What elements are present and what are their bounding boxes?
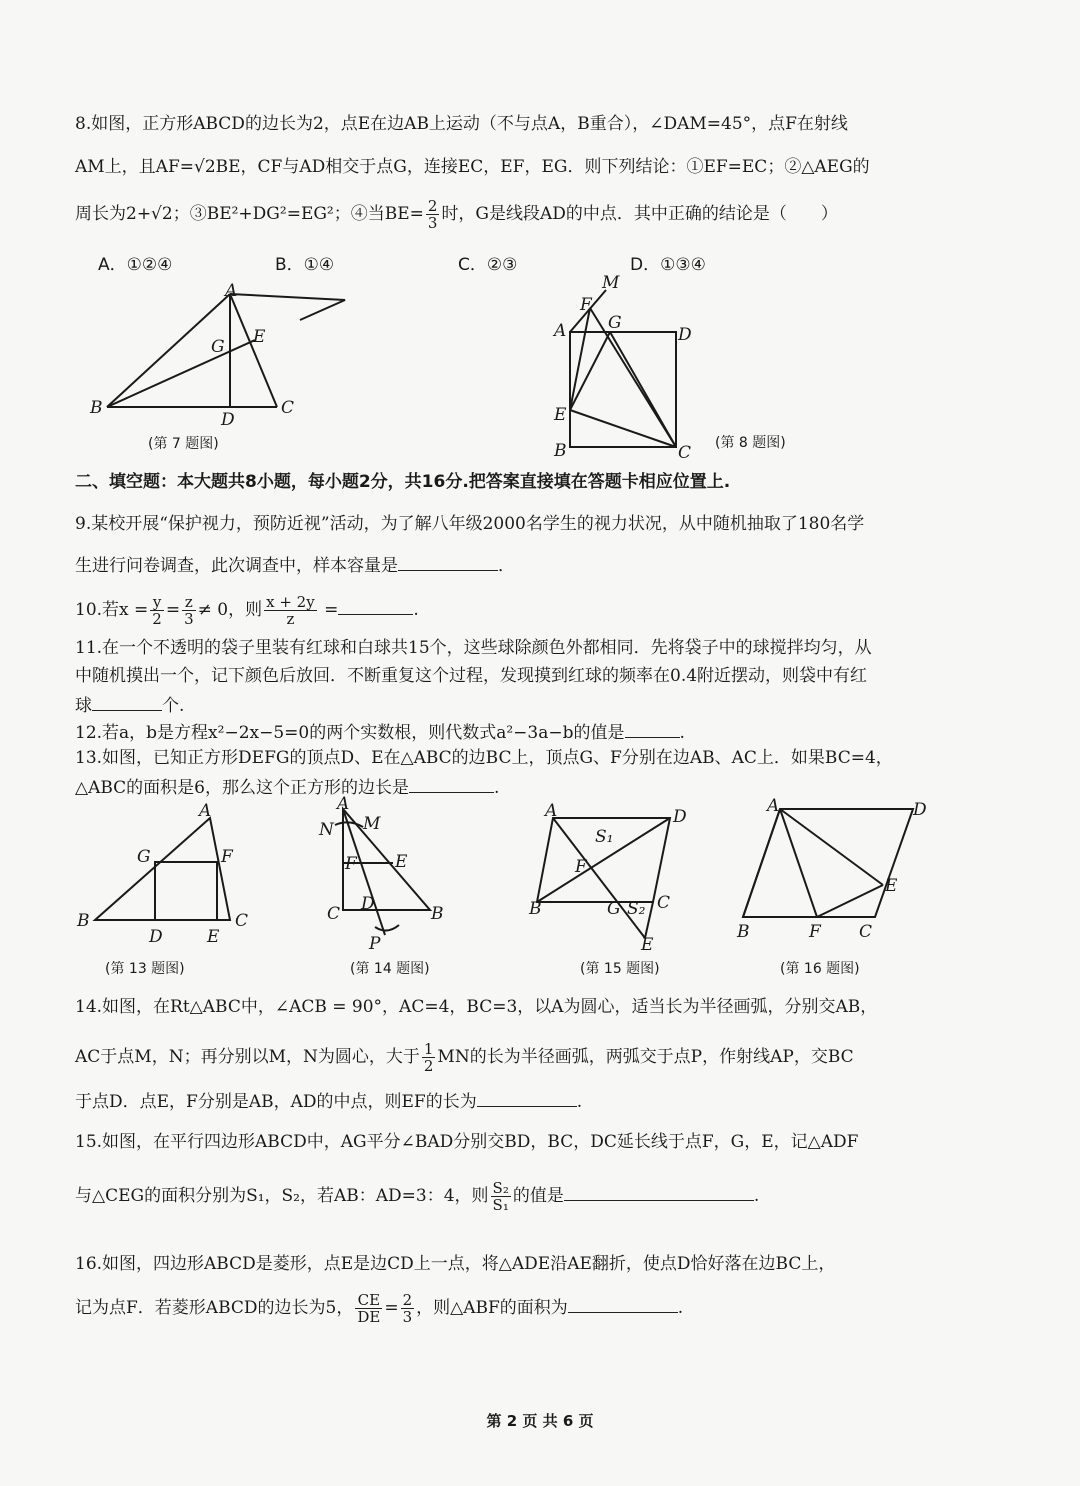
q16-end: . [677,1298,684,1318]
fig15-label-E: E [641,935,654,955]
q11-line-3-text: 球 [75,696,92,716]
fig8-label-B: B [554,441,567,460]
q14-fraction-numerator: 1 [423,1040,434,1058]
q8-line-3-b: 时，G是线段AD的中点．其中正确的结论是（ ） [441,204,838,224]
fig13-label-F: F [221,847,233,867]
fig16-label-B: B [737,922,750,942]
fig14-label-C: C [327,904,341,924]
fig15-label-G: G [607,899,621,919]
q8-line-2: AM上，且AF=√2BE，CF与AD相交于点G，连接EC，EF，EG．则下列结论：①EF=EC；②△AEG的 [75,157,870,177]
q8-option-c: C．②③ [458,255,518,275]
fig16-caption: (第 16 题图) [780,961,860,977]
q9-end: ． [498,556,515,576]
q13-line-1: 13.如图，已知正方形DEFG的顶点D、E在△ABC的边BC上，顶点G、F分别在边AB、AC上．如果BC=4， [75,748,893,768]
fig7-label-D: D [221,410,235,430]
figure-14 [315,795,455,955]
q10-eq: = [165,600,181,620]
q14-line-2-a: AC于点M，N；再分别以M，N为圆心，大于 [75,1047,420,1067]
figure-7 [85,280,375,430]
section-2-heading: 二、填空题：本大题共8小题，每小题2分，共16分.把答案直接填在答题卡相应位置上. [75,472,731,492]
fig8-label-E: E [554,405,567,425]
q9-line-1: 9.某校开展“保护视力，预防近视”活动，为了解八年级2000名学生的视力状况，从中随机抽取了180名学 [75,514,865,534]
q8-fraction [426,198,440,231]
q11-line-2: 中随机摸出一个，记下颜色后放回．不断重复这个过程，发现摸到红球的频率在0.4附近摆动，则袋中有红 [75,666,868,686]
q14-fraction [422,1041,436,1074]
fig14-label-E: E [395,852,408,872]
q10-f1-denominator: 2 [152,610,162,628]
q8-option-a: A．①②④ [98,255,173,275]
q16-answer-blank[interactable] [568,1294,678,1313]
q16-line-2-a: 记为点F．若菱形ABCD的边长为5， [75,1298,354,1318]
fig16-label-D: D [913,800,927,820]
fig16-label-A: A [767,796,780,816]
q12-line [75,719,1035,745]
fig8-label-C: C [678,443,692,460]
fig7-label-G: G [211,337,225,357]
q16-f2-numerator: 2 [402,1291,413,1309]
q8-line-3-a: 周长为2+√2；③BE²+DG²=EG²；④当BE= [75,204,424,224]
figure-15 [525,800,695,955]
q13-end: . [493,778,500,798]
q16-eq: = [384,1298,399,1318]
q15-line-2 [75,1178,1035,1214]
fig14-label-A: A [337,795,350,814]
fig7-label-C: C [281,398,295,418]
q9-answer-blank[interactable] [398,552,498,571]
fig8-label-F: F [580,295,592,315]
q10-fraction-3 [264,594,317,627]
figure-13 [75,800,265,950]
figure-16 [735,795,935,945]
q8-fraction-denominator: 3 [427,214,438,232]
fig14-label-P: P [369,934,381,954]
q10-f1-numerator: y [150,594,164,611]
q13-line-2-text: △ABC的面积是6，那么这个正方形的边长是 [75,778,409,798]
fig7-label-A: A [225,281,238,301]
q11-end: 个. [162,696,185,716]
q12-text: 12.若a，b是方程x²−2x−5=0的两个实数根，则代数式a²−3a−b的值是 [75,723,625,743]
q15-line-2-a: 与△CEG的面积分别为S₁，S₂，若AB：AD=3：4，则 [75,1186,489,1206]
q8-line-1: 8.如图，正方形ABCD的边长为2，点E在边AB上运动（不与点A，B重合），∠DAM=45°，点F在射线 [75,114,848,134]
fig15-label-D: D [673,807,687,827]
q14-answer-blank[interactable] [477,1088,577,1107]
q16-fraction-2 [401,1292,415,1325]
q16-line-1: 16.如图，四边形ABCD是菱形，点E是边CD上一点，将△ADE沿AE翻折，使点D恰好落在边BC上， [75,1254,836,1274]
fig13-label-A: A [199,801,212,821]
fig16-label-C: C [859,922,873,942]
q10-fraction-2 [182,594,196,627]
q12-answer-blank[interactable] [625,719,680,738]
q10-end: . [413,600,419,620]
q16-line-2 [75,1290,1035,1326]
q14-line-2-b: MN的长为半径画弧，两弧交于点P，作射线AP，交BC [437,1047,854,1067]
q10-a: 10.若x = [75,600,149,620]
q8-option-b: B．①④ [275,255,335,275]
q16-f2-denominator: 3 [402,1308,413,1326]
q11-answer-blank[interactable] [92,692,162,711]
fig7-caption: (第 7 题图) [148,436,219,452]
q10-b: ≠ 0，则 [197,600,263,620]
fig7-label-E: E [253,327,266,347]
q10-c: = [318,600,339,620]
q13-answer-blank[interactable] [409,774,494,793]
q14-line-2 [75,1040,1035,1074]
fig8-label-A: A [554,321,567,341]
fig15-caption: (第 15 题图) [580,961,660,977]
q10-f2-denominator: 3 [184,610,194,628]
q15-fraction [491,1180,511,1213]
fig14-label-M: M [363,814,381,834]
q8-fraction-numerator: 2 [427,197,438,215]
fig15-label-B: B [529,899,542,919]
q12-end: . [679,723,685,743]
q16-line-2-b: ，则△ABF的面积为 [416,1298,568,1318]
fig14-label-D: D [361,894,375,914]
fig15-label-S1: S₁ [595,827,614,847]
fig8-label-M: M [602,273,620,293]
q15-fraction-numerator: S₂ [492,1179,509,1197]
q16-f1-numerator: CE [355,1292,382,1309]
fig13-label-C: C [235,911,249,931]
fig14-label-B: B [431,904,444,924]
fig13-label-D: D [149,927,163,947]
q16-f1-denominator: DE [357,1308,381,1326]
q10-answer-blank[interactable] [338,596,413,615]
q14-line-3-text: 于点D．点E，F分别是AB，AD的中点，则EF的长为 [75,1092,477,1112]
fig16-label-E: E [885,876,898,896]
q9-line-2 [75,552,1035,578]
fig7-label-B: B [90,398,103,418]
q15-line-1: 15.如图，在平行四边形ABCD中，AG平分∠BAD分别交BD，BC，DC延长线于点F，G，E，记△ADF [75,1132,859,1152]
q11-line-3 [75,692,1035,718]
q10-f3-numerator: x + 2y [266,593,315,611]
q15-end: . [753,1186,760,1206]
q14-fraction-denominator: 2 [423,1057,434,1075]
fig13-label-E: E [207,927,220,947]
q15-line-2-b: 的值是 [512,1186,564,1206]
q14-line-3 [75,1088,1035,1114]
page-footer: 第 2 页 共 6 页 [486,1412,594,1430]
fig15-label-C: C [657,893,671,913]
fig8-label-D: D [678,325,692,345]
q15-fraction-denominator: S₁ [492,1196,509,1214]
q8-line-3 [75,198,1035,231]
q9-line-2-text: 生进行问卷调查，此次调查中，样本容量是 [75,556,398,576]
fig13-label-G: G [137,847,151,867]
fig15-label-F: F [575,857,587,877]
q10-f2-numerator: z [182,594,196,611]
fig14-caption: (第 14 题图) [350,961,430,977]
q8-option-d: D．①③④ [630,255,706,275]
q10-line [75,592,1035,628]
fig15-label-A: A [545,801,558,821]
q14-end: . [576,1092,583,1112]
q10-fraction-1 [150,594,164,627]
fig13-caption: (第 13 题图) [105,961,185,977]
fig15-label-S2: S₂ [627,899,646,919]
fig13-label-B: B [77,911,90,931]
q10-f3-denominator: z [286,610,295,628]
fig14-label-N: N [319,820,334,840]
q11-line-1: 11.在一个不透明的袋子里装有红球和白球共15个，这些球除颜色外都相同．先将袋子中的球搅拌均匀，从 [75,638,872,658]
q16-fraction-1 [355,1292,382,1325]
fig8-label-G: G [608,313,622,333]
q15-answer-blank[interactable] [564,1182,754,1201]
fig16-label-F: F [809,922,821,942]
fig14-label-F: F [345,854,357,874]
figure-8 [540,270,710,460]
fig8-caption: (第 8 题图) [715,435,786,451]
q14-line-1: 14.如图，在Rt△ABC中，∠ACB = 90°，AC=4，BC=3，以A为圆心，适当长为半径画弧，分别交AB， [75,997,878,1017]
